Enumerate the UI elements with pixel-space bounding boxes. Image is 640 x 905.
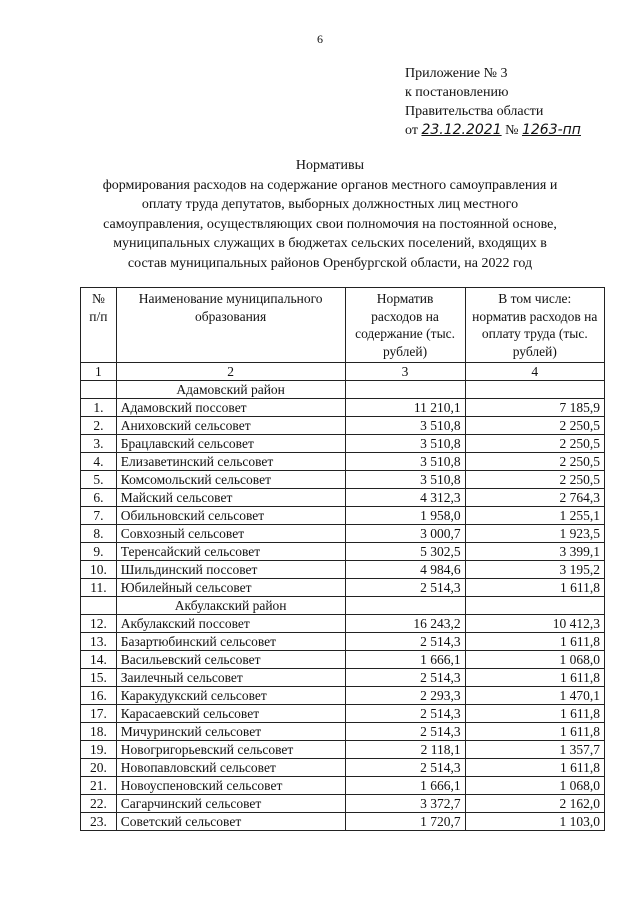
title-line: состав муниципальных районов Оренбургской области, на 2022 год (127, 255, 533, 271)
title-line: оплату труда депутатов, выборных должностных лиц местного (141, 197, 519, 212)
cell-labor: 1 611,8 (465, 579, 604, 597)
cell-total: 2 293,3 (345, 687, 465, 705)
cell-labor: 7 185,9 (465, 399, 604, 417)
title-line: муниципальных служащих в бюджетах сельских поселений, входящих в (113, 236, 547, 251)
cell-name: Новоуспеновский сельсовет (116, 777, 345, 795)
cell-labor: 2 162,0 (465, 795, 604, 813)
column-number: 3 (345, 363, 465, 381)
table-row (81, 435, 605, 453)
cell-total (345, 381, 465, 399)
handwritten-date: 23.12.2021 (421, 122, 502, 138)
cell-number: 6. (81, 489, 117, 507)
cell-total: 3 510,8 (345, 453, 465, 471)
district-name: Адамовский район (116, 381, 345, 399)
cell-total (345, 597, 465, 615)
table-row (81, 669, 605, 687)
cell-name: Комсомольский сельсовет (116, 471, 345, 489)
cell-number: 16. (81, 687, 117, 705)
cell-labor: 1 068,0 (465, 651, 604, 669)
table-row (81, 507, 605, 525)
cell-labor: 1 357,7 (465, 741, 604, 759)
cell-total: 1 958,0 (345, 507, 465, 525)
cell-name: Теренсайский сельсовет (116, 543, 345, 561)
cell-labor: 1 923,5 (465, 525, 604, 543)
cell-number: 7. (81, 507, 117, 525)
title-line: Нормативы (295, 158, 365, 173)
cell-labor: 1 068,0 (465, 777, 604, 795)
cell-name: Майский сельсовет (116, 489, 345, 507)
table-row (81, 795, 605, 813)
cell-number (81, 597, 117, 615)
norms-table (80, 287, 605, 831)
cell-labor: 2 250,5 (465, 453, 604, 471)
district-name: Акбулакский район (116, 597, 345, 615)
cell-total: 2 514,3 (345, 759, 465, 777)
cell-total: 3 510,8 (345, 435, 465, 453)
handwritten-number: 1263-пп (521, 122, 581, 138)
column-number: 2 (116, 363, 345, 381)
document-title (60, 156, 600, 273)
cell-labor: 2 250,5 (465, 435, 604, 453)
cell-name: Шильдинский поссовет (116, 561, 345, 579)
cell-number: 8. (81, 525, 117, 543)
cell-labor: 10 412,3 (465, 615, 604, 633)
column-number: 1 (81, 363, 117, 381)
from-label: от (405, 123, 418, 138)
table-row (81, 561, 605, 579)
cell-total: 4 312,3 (345, 489, 465, 507)
appendix-header (405, 64, 581, 140)
cell-name: Сагарчинский сельсовет (116, 795, 345, 813)
table-row (81, 471, 605, 489)
column-number-row (81, 363, 605, 381)
cell-name: Базартюбинский сельсовет (116, 633, 345, 651)
cell-labor (465, 381, 604, 399)
cell-name: Мичуринский сельсовет (116, 723, 345, 741)
table-row (81, 453, 605, 471)
cell-total: 4 984,6 (345, 561, 465, 579)
cell-number: 4. (81, 453, 117, 471)
cell-name: Советский сельсовет (116, 813, 345, 831)
cell-labor: 2 764,3 (465, 489, 604, 507)
column-number: 4 (465, 363, 604, 381)
cell-total: 2 514,3 (345, 633, 465, 651)
cell-total: 3 510,8 (345, 417, 465, 435)
cell-number: 21. (81, 777, 117, 795)
table-row (81, 813, 605, 831)
cell-number: 23. (81, 813, 117, 831)
cell-number: 5. (81, 471, 117, 489)
cell-total: 2 514,3 (345, 723, 465, 741)
table-body (81, 381, 605, 831)
cell-labor (465, 597, 604, 615)
cell-name: Акбулакский поссовет (116, 615, 345, 633)
cell-total: 1 666,1 (345, 777, 465, 795)
cell-number: 13. (81, 633, 117, 651)
cell-number: 11. (81, 579, 117, 597)
appendix-line: к постановлению (405, 85, 509, 100)
cell-number: 12. (81, 615, 117, 633)
cell-total: 3 000,7 (345, 525, 465, 543)
cell-name: Васильевский сельсовет (116, 651, 345, 669)
title-line: самоуправления, осуществляющих свои полномочия на постоянной основе, (103, 216, 557, 232)
number-label: № (505, 123, 519, 138)
table-row (81, 633, 605, 651)
table-row (81, 687, 605, 705)
cell-name: Обильновский сельсовет (116, 507, 345, 525)
page-number: 6 (317, 32, 323, 46)
cell-total: 2 514,3 (345, 669, 465, 687)
district-row (81, 381, 605, 399)
cell-total: 11 210,1 (345, 399, 465, 417)
cell-number: 17. (81, 705, 117, 723)
cell-name: Новопавловский сельсовет (116, 759, 345, 777)
cell-number: 14. (81, 651, 117, 669)
cell-number: 22. (81, 795, 117, 813)
cell-labor: 1 611,8 (465, 759, 604, 777)
table-header-row (81, 288, 605, 363)
table-row (81, 651, 605, 669)
appendix-date-line (405, 121, 581, 140)
cell-labor: 1 611,8 (465, 723, 604, 741)
cell-name: Адамовский поссовет (116, 399, 345, 417)
cell-total: 5 302,5 (345, 543, 465, 561)
cell-number: 10. (81, 561, 117, 579)
cell-name: Заилечный сельсовет (116, 669, 345, 687)
cell-labor: 2 250,5 (465, 471, 604, 489)
cell-name: Новогригорьевский сельсовет (116, 741, 345, 759)
table-row (81, 759, 605, 777)
cell-labor: 1 470,1 (465, 687, 604, 705)
cell-labor: 1 611,8 (465, 633, 604, 651)
cell-name: Совхозный сельсовет (116, 525, 345, 543)
cell-number: 15. (81, 669, 117, 687)
appendix-line: Приложение № 3 (405, 66, 508, 81)
header-number: № п/п (81, 288, 117, 363)
cell-number: 18. (81, 723, 117, 741)
table-row (81, 579, 605, 597)
table-row (81, 417, 605, 435)
cell-total: 2 514,3 (345, 579, 465, 597)
header-labor: В том числе: норматив расходов на оплату труда (тыс. рублей) (465, 288, 604, 363)
cell-number: 1. (81, 399, 117, 417)
cell-name: Брацлавский сельсовет (116, 435, 345, 453)
cell-name: Каракудукский сельсовет (116, 687, 345, 705)
header-name: Наименование муниципального образования (116, 288, 345, 363)
cell-total: 3 372,7 (345, 795, 465, 813)
table-row (81, 741, 605, 759)
cell-total: 1 720,7 (345, 813, 465, 831)
table-row (81, 777, 605, 795)
header-total: Норматив расходов на содержание (тыс. рублей) (345, 288, 465, 363)
cell-name: Елизаветинский сельсовет (116, 453, 345, 471)
cell-labor: 1 611,8 (465, 705, 604, 723)
cell-number: 20. (81, 759, 117, 777)
cell-number: 19. (81, 741, 117, 759)
table-row (81, 525, 605, 543)
cell-number: 2. (81, 417, 117, 435)
cell-total: 1 666,1 (345, 651, 465, 669)
cell-labor: 3 195,2 (465, 561, 604, 579)
table-row (81, 489, 605, 507)
cell-labor: 2 250,5 (465, 417, 604, 435)
table-row (81, 723, 605, 741)
table-row (81, 705, 605, 723)
cell-number (81, 381, 117, 399)
cell-labor: 1 103,0 (465, 813, 604, 831)
cell-total: 2 118,1 (345, 741, 465, 759)
cell-total: 16 243,2 (345, 615, 465, 633)
table-row (81, 615, 605, 633)
cell-total: 3 510,8 (345, 471, 465, 489)
cell-name: Карасаевский сельсовет (116, 705, 345, 723)
cell-number: 9. (81, 543, 117, 561)
cell-name: Аниховский сельсовет (116, 417, 345, 435)
cell-labor: 1 255,1 (465, 507, 604, 525)
district-row (81, 597, 605, 615)
cell-name: Юбилейный сельсовет (116, 579, 345, 597)
cell-total: 2 514,3 (345, 705, 465, 723)
cell-number: 3. (81, 435, 117, 453)
title-line: формирования расходов на содержание органов местного самоуправления и (102, 177, 558, 193)
appendix-line: Правительства области (405, 104, 544, 119)
cell-labor: 1 611,8 (465, 669, 604, 687)
table-row (81, 543, 605, 561)
table-row (81, 399, 605, 417)
cell-labor: 3 399,1 (465, 543, 604, 561)
